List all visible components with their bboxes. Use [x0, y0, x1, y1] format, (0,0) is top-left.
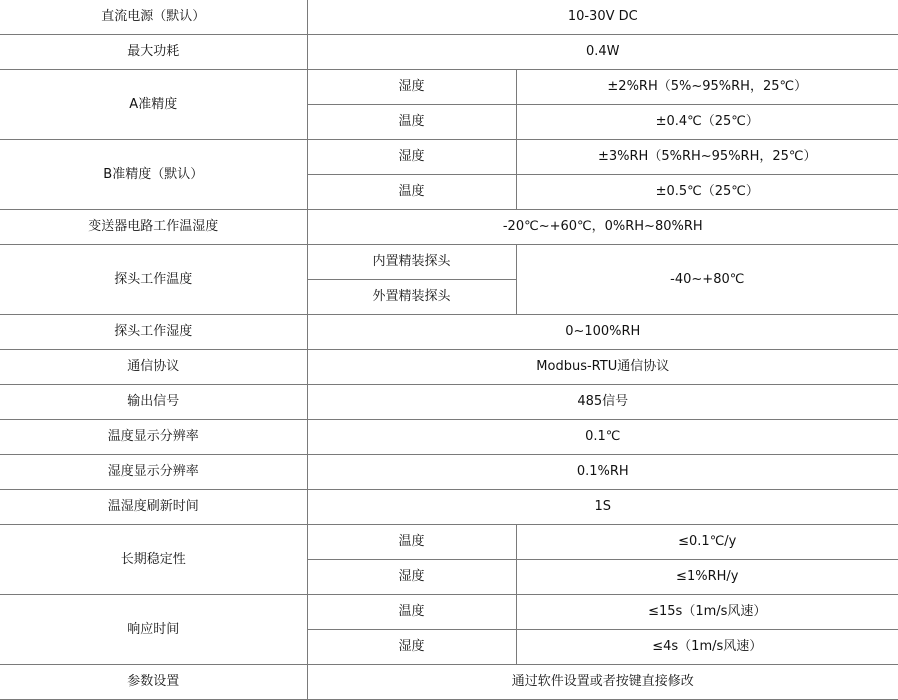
- row-value: ≤0.1℃/y: [516, 525, 898, 560]
- row-label: 输出信号: [0, 385, 307, 420]
- sub-label: 湿度: [307, 630, 516, 665]
- row-label: 湿度显示分辨率: [0, 455, 307, 490]
- sub-label: 温度: [307, 175, 516, 210]
- sub-label: 温度: [307, 595, 516, 630]
- row-value: ±0.5℃（25℃）: [516, 175, 898, 210]
- row-value: 0.4W: [307, 35, 898, 70]
- row-value: ≤4s（1m/s风速）: [516, 630, 898, 665]
- row-label: 温湿度刷新时间: [0, 490, 307, 525]
- table-row: [0, 350, 898, 385]
- row-value: Modbus-RTU通信协议: [307, 350, 898, 385]
- table-row: [0, 140, 898, 175]
- sub-label: 湿度: [307, 140, 516, 175]
- row-value: 485信号: [307, 385, 898, 420]
- row-label: 最大功耗: [0, 35, 307, 70]
- sub-label: 温度: [307, 105, 516, 140]
- sub-label: 外置精装探头: [307, 280, 516, 315]
- table-row: [0, 455, 898, 490]
- row-label: 通信协议: [0, 350, 307, 385]
- row-value: -40~+80℃: [516, 245, 898, 315]
- row-value: 0~100%RH: [307, 315, 898, 350]
- row-label: 探头工作温度: [0, 245, 307, 315]
- row-value: ±2%RH（5%~95%RH，25℃）: [516, 70, 898, 105]
- row-value: 0.1%RH: [307, 455, 898, 490]
- row-label: 探头工作湿度: [0, 315, 307, 350]
- sub-label: 湿度: [307, 560, 516, 595]
- row-value: ≤1%RH/y: [516, 560, 898, 595]
- row-label: A准精度: [0, 70, 307, 140]
- row-value: 0.1℃: [307, 420, 898, 455]
- table-row: [0, 385, 898, 420]
- table-row: [0, 245, 898, 280]
- sub-label: 湿度: [307, 70, 516, 105]
- table-row: [0, 315, 898, 350]
- table-row: [0, 35, 898, 70]
- table-row: [0, 70, 898, 105]
- sub-label: 内置精装探头: [307, 245, 516, 280]
- row-value: -20℃~+60℃，0%RH~80%RH: [307, 210, 898, 245]
- table-row: [0, 210, 898, 245]
- row-label: 温度显示分辨率: [0, 420, 307, 455]
- row-label: 变送器电路工作温湿度: [0, 210, 307, 245]
- row-value: 通过软件设置或者按键直接修改: [307, 665, 898, 700]
- row-label: 长期稳定性: [0, 525, 307, 595]
- row-value: ±0.4℃（25℃）: [516, 105, 898, 140]
- table-row: [0, 595, 898, 630]
- row-label: 参数设置: [0, 665, 307, 700]
- sub-label: 温度: [307, 525, 516, 560]
- row-label: B准精度（默认）: [0, 140, 307, 210]
- table-row: [0, 665, 898, 700]
- row-value: 1S: [307, 490, 898, 525]
- row-label: 直流电源（默认）: [0, 0, 307, 35]
- table-row: [0, 525, 898, 560]
- row-value: 10-30V DC: [307, 0, 898, 35]
- table-row: [0, 0, 898, 35]
- row-value: ≤15s（1m/s风速）: [516, 595, 898, 630]
- table-row: [0, 420, 898, 455]
- row-value: ±3%RH（5%RH~95%RH，25℃）: [516, 140, 898, 175]
- table-row: [0, 490, 898, 525]
- row-label: 响应时间: [0, 595, 307, 665]
